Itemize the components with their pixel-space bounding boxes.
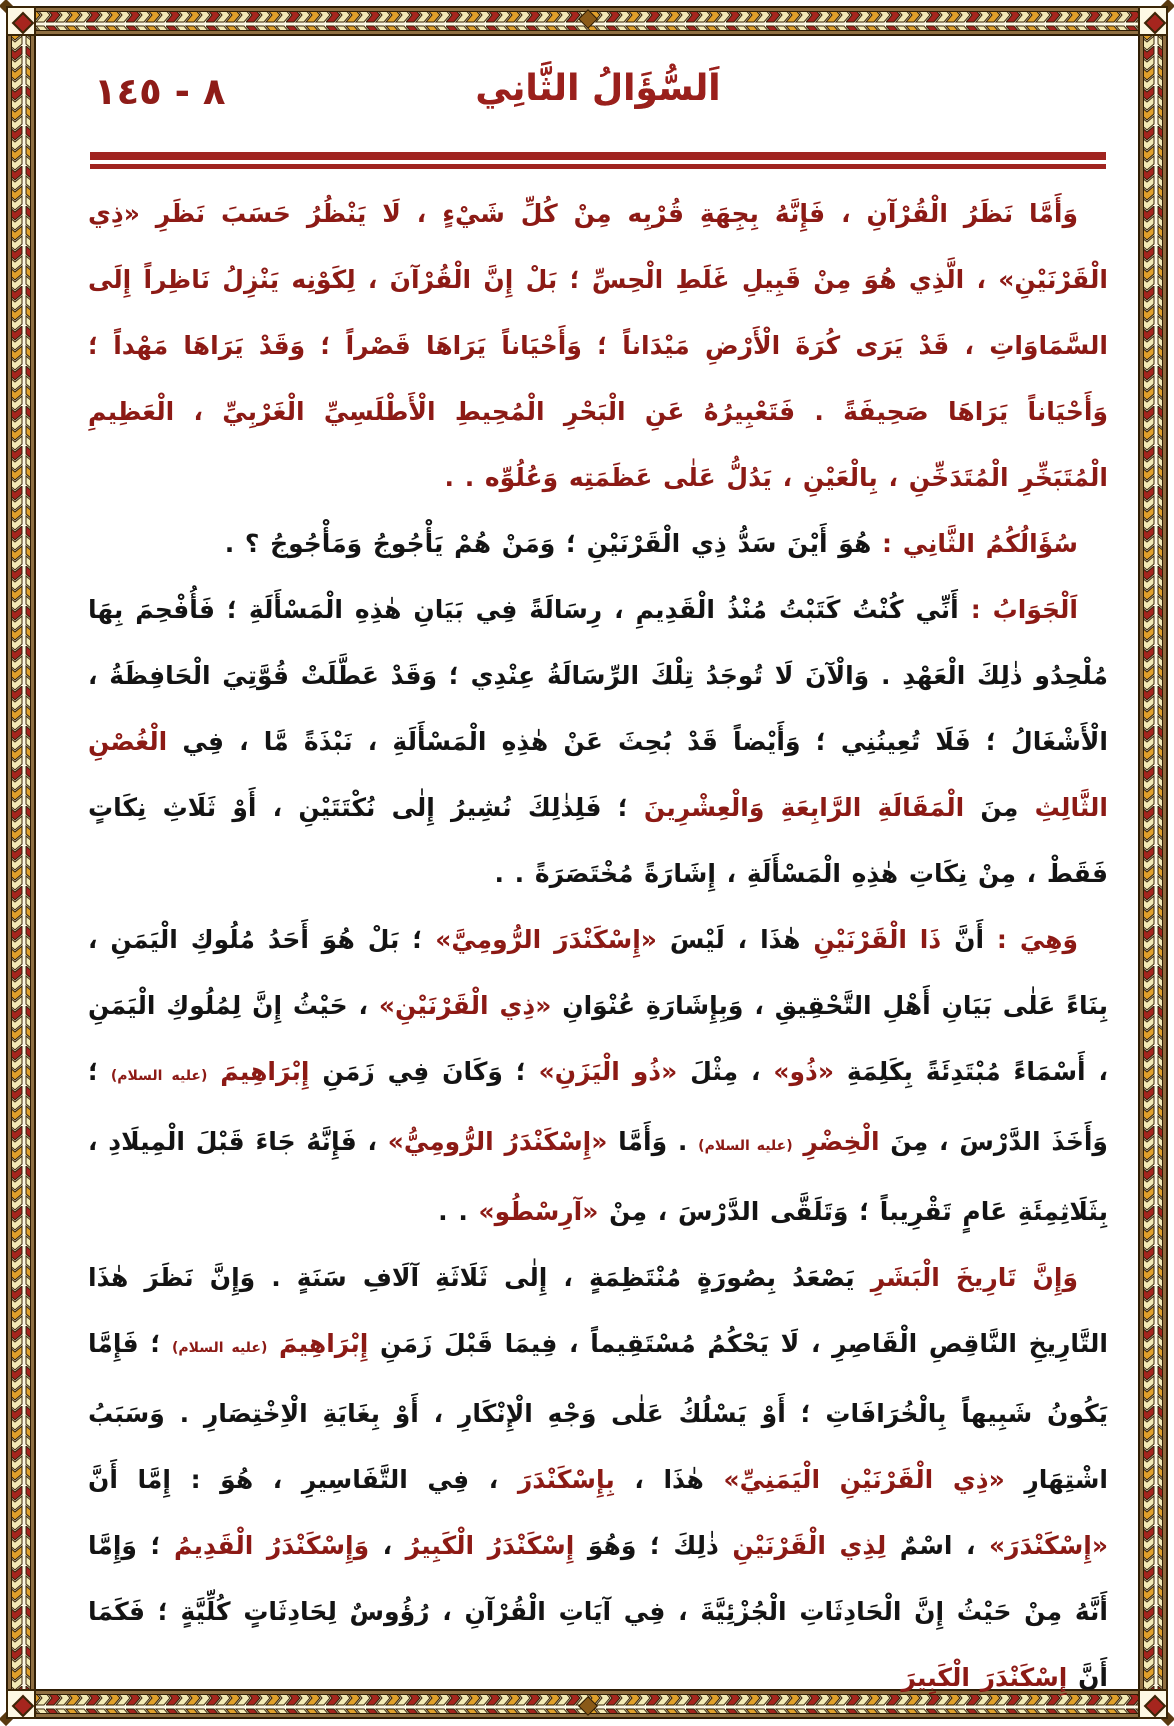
frame-corner-ornament (1138, 6, 1168, 36)
text-run: الْخِضْرِ (792, 1127, 880, 1156)
page-title: اَلسُّؤَالُ الثَّانِي (475, 68, 721, 109)
text-run: «ذِي الْقَرْنَيْنِ» (378, 991, 552, 1020)
text-run: إِسْكَنْدَرَ الْكَبِيرَ (901, 1663, 1068, 1692)
body-text (88, 181, 1108, 1711)
text-run: . . (438, 1197, 479, 1226)
paragraph (88, 181, 1108, 511)
divider-thick-bar (90, 152, 1106, 160)
text-run: وَأَمَّا نَظَرُ الْقُرْآنِ ، فَإِنَّهُ بِجِهَةِ قُرْبِه مِنْ كُلِّ شَيْءٍ ، لَا يَنْظُرُ حَسَبَ نَظَرِ «ذِي الْقَرْنَيْنِ» ، الَّذِي هُوَ مِنْ قَبِيلِ غَلَطِ الْحِسِّ ؛ بَلْ إِنَّ الْقُرْآنَ ، لِكَوْنِه يَنْزِلُ نَاظِراً إِلَى السَّمَاوَاتِ ، قَدْ يَرَى كُرَةَ الْأَرْضِ مَيْدَاناً ؛ وَأَحْيَاناً يَرَاهَا قَصْراً ؛ وَقَدْ يَرَاهَا مَهْداً ؛ وَأَحْيَاناً يَرَاهَا صَحِيفَةً . فَتَعْبِيرُهُ عَنِ الْبَحْرِ الْمُحِيطِ الْأَطْلَسِيِّ الْغَرْبِيِّ ، الْعَظِيمِ الْمُتَبَخِّرِ الْمُتَدَخِّنِ ، بِالْعَيْنِ ، يَدُلُّ عَلٰى عَظَمَتِه وَعُلُوِّه . . (88, 199, 1108, 492)
text-run: ذٰلِكَ ؛ وَهُوَ (574, 1531, 719, 1560)
paragraph (88, 907, 1108, 1245)
text-run: «ذُو» (773, 1057, 835, 1086)
text-run: ؛ فَلِذٰلِكَ نُشِيرُ إِلٰى نُكْتَتَيْنِ ، أَوْ ثَلَاثِ نِكَاتٍ فَقَطْ ، مِنْ نِكَاتِ هٰذِهِ الْمَسْأَلَةِ ، إِشَارَةً مُخْتَصَرَةً . . (88, 793, 1108, 888)
frame-corner-ornament (1138, 1689, 1168, 1719)
text-run: لِذِي الْقَرْنَيْنِ (718, 1531, 887, 1560)
paragraph (88, 1245, 1108, 1711)
page-content (36, 36, 1138, 1692)
text-run: . وَأَمَّا (607, 1127, 699, 1156)
honorific-mark: (عليه السلام) (110, 1068, 208, 1084)
text-run: ؛ فَإِمَّا يَكُونُ شَبِيهاً بِالْخُرَافَاتِ ؛ أَوْ يَسْلُكُ عَلٰى وَجْهِ الْإِنْكَارِ ، أَوْ بِغَايَةِ الْاِخْتِصَارِ . وَسَبَبُ اشْتِهَارِ (88, 1329, 1108, 1494)
text-run: الْغُصْنِ الثَّالِثِ (88, 727, 1108, 822)
text-run: ؛ وَكَانَ فِي زَمَنِ (309, 1057, 539, 1086)
text-run: ، اسْمٌ (886, 1531, 989, 1560)
frame-border-right (1138, 6, 1168, 1719)
text-run: إِبْرَاهِيمَ (267, 1329, 369, 1358)
text-run: «ذُو الْيَزَنِ» (538, 1057, 678, 1086)
frame-border-left (6, 6, 36, 1719)
text-run: ، مِثْلَ (677, 1057, 774, 1086)
text-run: وَإِسْكَنْدَرُ الْقَدِيمُ (173, 1531, 370, 1560)
text-run: مِنَ (964, 793, 1019, 822)
page-number: ٨ - ١٤٥ (94, 70, 226, 113)
text-run: ؛ وَأَخَذَ الدَّرْسَ ، مِنَ (88, 1057, 1108, 1156)
text-run: ذَا الْقَرْنَيْنِ (800, 925, 942, 954)
text-run: ، (369, 1531, 406, 1560)
text-run: بِإِسْكَنْدَرَ (517, 1465, 615, 1494)
text-run: أَنَّ (941, 925, 985, 954)
text-run: الْمَقَالَةِ الرَّابِعَةِ وَالْعِشْرِينَ (627, 793, 965, 822)
text-run: ؛ بَلْ هُوَ أَحَدُ مُلُوكِ الْيَمَنِ ، بِنَاءً عَلٰى بَيَانِ أَهْلِ التَّحْقِيقِ ، وَبِإِشَارَةِ عُنْوَانِ (88, 925, 1108, 1020)
text-run: إِبْرَاهِيمَ (207, 1057, 310, 1086)
text-run: هٰذَا ، (614, 1465, 724, 1494)
divider-thin-bar (90, 164, 1106, 169)
text-run: يَصْعَدُ بِصُورَةٍ مُنْتَظِمَةٍ ، إِلٰى ثَلَاثَةِ آلَافِ سَنَةٍ . وَإِنَّ نَظَرَ هٰذَا التَّارِيخِ النَّاقِصِ الْقَاصِرِ ، لَا يَحْكُمُ مُسْتَقِيماً ، فِيمَا قَبْلَ زَمَنِ (88, 1263, 1108, 1358)
text-run: «آرِسْطُو» (478, 1197, 599, 1226)
text-run: هُوَ أَيْنَ سَدُّ ذِي الْقَرْنَيْنِ ؛ وَمَنْ هُمْ يَأْجُوجُ وَمَأْجُوجُ ؟ . (224, 529, 872, 558)
paragraph (88, 577, 1108, 907)
text-run: أَنِّي كُنْتُ كَتَبْتُ مُنْذُ الْقَدِيمِ ، رِسَالَةً فِي بَيَانِ هٰذِهِ الْمَسْأَلَةِ ؛ فَأُفْحِمَ بِهَا مُلْحِدُو ذٰلِكَ الْعَهْدِ . وَالْآنَ لَا تُوجَدُ تِلْكَ الرِّسَالَةُ عِنْدِي ؛ وَقَدْ عَطَّلَتْ قُوَّتِيَ الْحَافِظَةُ ، الْأَشْغَالُ ؛ فَلَا تُعِينُنِي ؛ وَأَيْضاً قَدْ بُحِثَ عَنْ هٰذِهِ الْمَسْأَلَةِ ، نَبْذَةً مَّا ، فِي (88, 595, 1108, 756)
text-run: ؛ وَإِمَّا أَنَّهُ مِنْ حَيْثُ إِنَّ الْحَادِثَاتِ الْجُزْئِيَّةَ ، فِي آيَاتِ الْقُرْآنِ ، رُؤُوسٌ لِحَادِثَاتٍ كُلِّيَّةٍ ؛ فَكَمَا أَنَّ (88, 1531, 1108, 1692)
page-header (88, 62, 1108, 136)
text-run: ، فِي التَّفَاسِيرِ ، هُوَ : إِمَّا أَنَّ (88, 1465, 518, 1494)
text-run: ، حَيْثُ إِنَّ لِمُلُوكِ الْيَمَنِ ، أَسْمَاءً مُبْتَدِئَةً بِكَلِمَةِ (88, 991, 1108, 1086)
text-run: ، فَإِنَّهُ جَاءَ قَبْلَ الْمِيلَادِ ، بِثَلَاثِمِئَةِ عَامٍ تَقْرِيباً ؛ وَتَلَقَّى الدَّرْسَ ، مِنْ (88, 1127, 1108, 1226)
text-run: «ذِي الْقَرْنَيْنِ الْيَمَنِيِّ» (723, 1465, 1005, 1494)
text-run: «إِسْكَنْدَرَ الرُّومِيَّ» (435, 925, 657, 954)
text-run: اَلْجَوَابُ : (958, 595, 1078, 624)
text-run: هٰذَا ، لَيْسَ (656, 925, 801, 954)
paragraph (88, 511, 1108, 577)
honorific-mark: (عليه السلام) (172, 1340, 268, 1356)
text-run: إِسْكَنْدَرُ الْكَبِيرُ (405, 1531, 575, 1560)
header-divider (90, 152, 1106, 169)
text-run: «إِسْكَنْدَرُ الرُّومِيُّ» (387, 1127, 608, 1156)
text-run: «إِسْكَنْدَرَ» (988, 1531, 1109, 1560)
text-run: وَإِنَّ تَارِيخَ الْبَشَرِ (854, 1263, 1078, 1292)
frame-corner-ornament (6, 6, 36, 36)
honorific-mark: (عليه السلام) (698, 1138, 793, 1154)
text-run: سُؤَالُكُمُ الثَّانِي : (871, 529, 1078, 558)
frame-corner-ornament (6, 1689, 36, 1719)
text-run: وَهِيَ : (984, 925, 1078, 954)
